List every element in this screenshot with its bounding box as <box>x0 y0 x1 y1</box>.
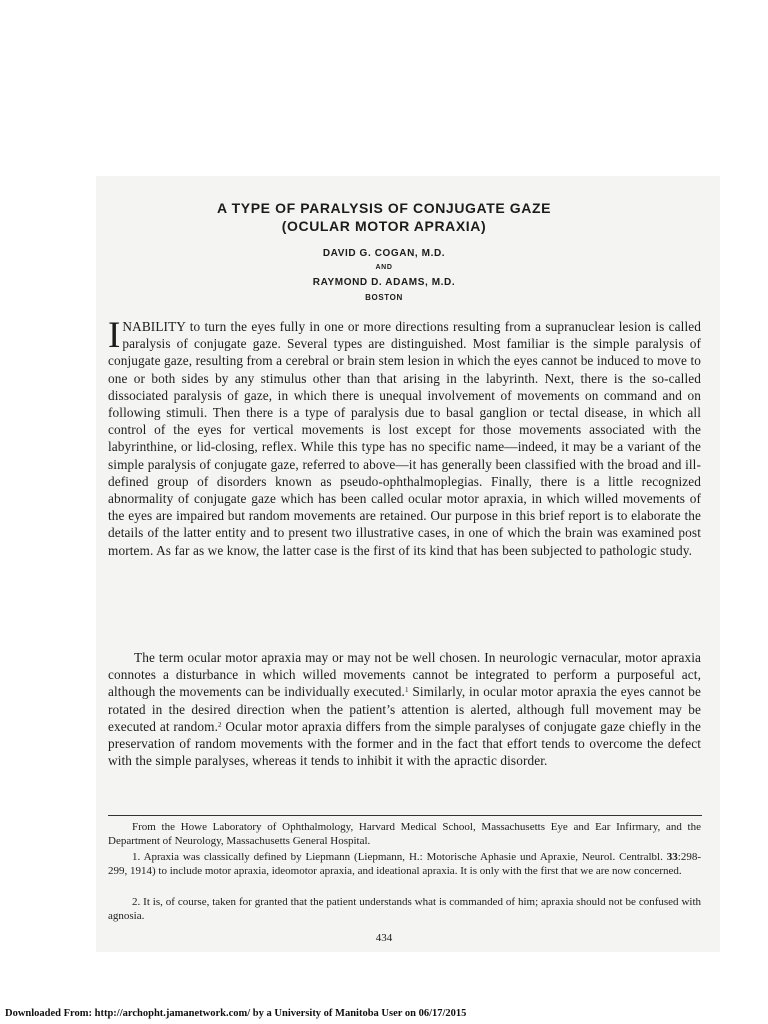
footnote-divider <box>108 815 702 816</box>
footnote-ref-1: 1 <box>404 686 409 695</box>
article-title-line-1: A TYPE OF PARALYSIS OF CONJUGATE GAZE <box>216 200 552 216</box>
paragraph-1 <box>108 315 701 559</box>
author-location: BOSTON <box>365 293 403 302</box>
author-conjunction: AND <box>375 264 393 271</box>
paragraph-2 <box>108 649 701 769</box>
footnote-1 <box>108 850 701 878</box>
footnote-ref-2: 2 <box>218 720 222 729</box>
article-title-line-2: (OCULAR MOTOR APRAXIA) <box>281 218 487 234</box>
paragraph-2-part-b: Similarly, in ocular motor apraxia the eyes cannot be rotated in the desired direction when the patient’s attention is alerted, although full movement may be executed at random. <box>108 684 702 734</box>
paragraph-2-part-a: The term ocular motor apraxia may or may not be well chosen. In neurologic vernacular, motor apraxia connotes a disturbance in which willed movements cannot be integrated to perform a purposeful act, although the movements can be individually executed. <box>108 650 701 700</box>
footnote-1-part-b: :298-299, 1914) to include motor apraxia, ideomotor apraxia, and ideational apraxia. It is only with the first that we are now concerned. <box>108 851 701 877</box>
footnote-1-volume: 33 <box>666 851 678 863</box>
footnote-affiliation: From the Howe Laboratory of Ophthalmology, Harvard Medical School, Massachusetts Eye and Ear Infirmary, and the Department of Neurology, Massachusetts General Hospital. <box>108 821 701 847</box>
page-number: 434 <box>375 932 393 944</box>
paragraph-1-text: NABILITY to turn the eyes fully in one or more directions resulting from a supranuclear lesion is called paralysis of conjugate gaze. Several types are distinguished. Most familiar is the simple paralysis of conjugate gaze, resulting from a cerebral or brain stem lesion in which the eyes cannot be induced to move to one or both sides by any stimulus other than that arising in the labyrinth. Next, there is the so-called dissociated paralysis of gaze, in which there is unequal involvement of movements on command and on following stimuli. Then there is a type of paralysis due to basal ganglion or tectal disease, in which all control of the eyes for vertical movements is lost except for those movements associated with the labyrinthine, or lid-closing, reflex. While this type has no specific name—indeed, it may be a variant of the simple paralysis of conjugate gaze, referred to above—it has generally been classified with the broad and ill-defined group of disorders known as pseudo-ophthalmoplegias. Finally, there is a little recognized abnormality of conjugate gaze which has been called ocular motor apraxia, in which willed movements of the eyes are impaired but random movements are retained. Our purpose in this brief report is to elaborate the details of the latter entity and to present two illustrative cases, in one of which the brain was examined post mortem. As far as we know, the latter case is the first of its kind that has been subjected to pathologic study. <box>108 319 701 558</box>
author-2: RAYMOND D. ADAMS, M.D. <box>312 277 456 288</box>
author-1: DAVID G. COGAN, M.D. <box>322 248 446 259</box>
footnote-1-part-a: 1. Apraxia was classically defined by Liepmann (Liepmann, H.: Motorische Aphasie und Apraxie, Neurol. Centralbl. <box>132 851 667 863</box>
footnote-2: 2. It is, of course, taken for granted that the patient understands what is commanded of him; apraxia should not be confused with agnosia. <box>108 896 701 922</box>
download-notice: Downloaded From: http://archopht.jamanetwork.com/ by a University of Manitoba User on 06/17/2015 <box>5 1008 467 1019</box>
paragraph-2-part-c: Ocular motor apraxia differs from the simple paralyses of conjugate gaze chiefly in the preservation of random movements with the former and in the fact that effort tends to overcome the defect with the simple paralyses, whereas it tends to inhibit it with the apractic disorder. <box>108 718 701 769</box>
drop-cap: I <box>108 315 121 356</box>
